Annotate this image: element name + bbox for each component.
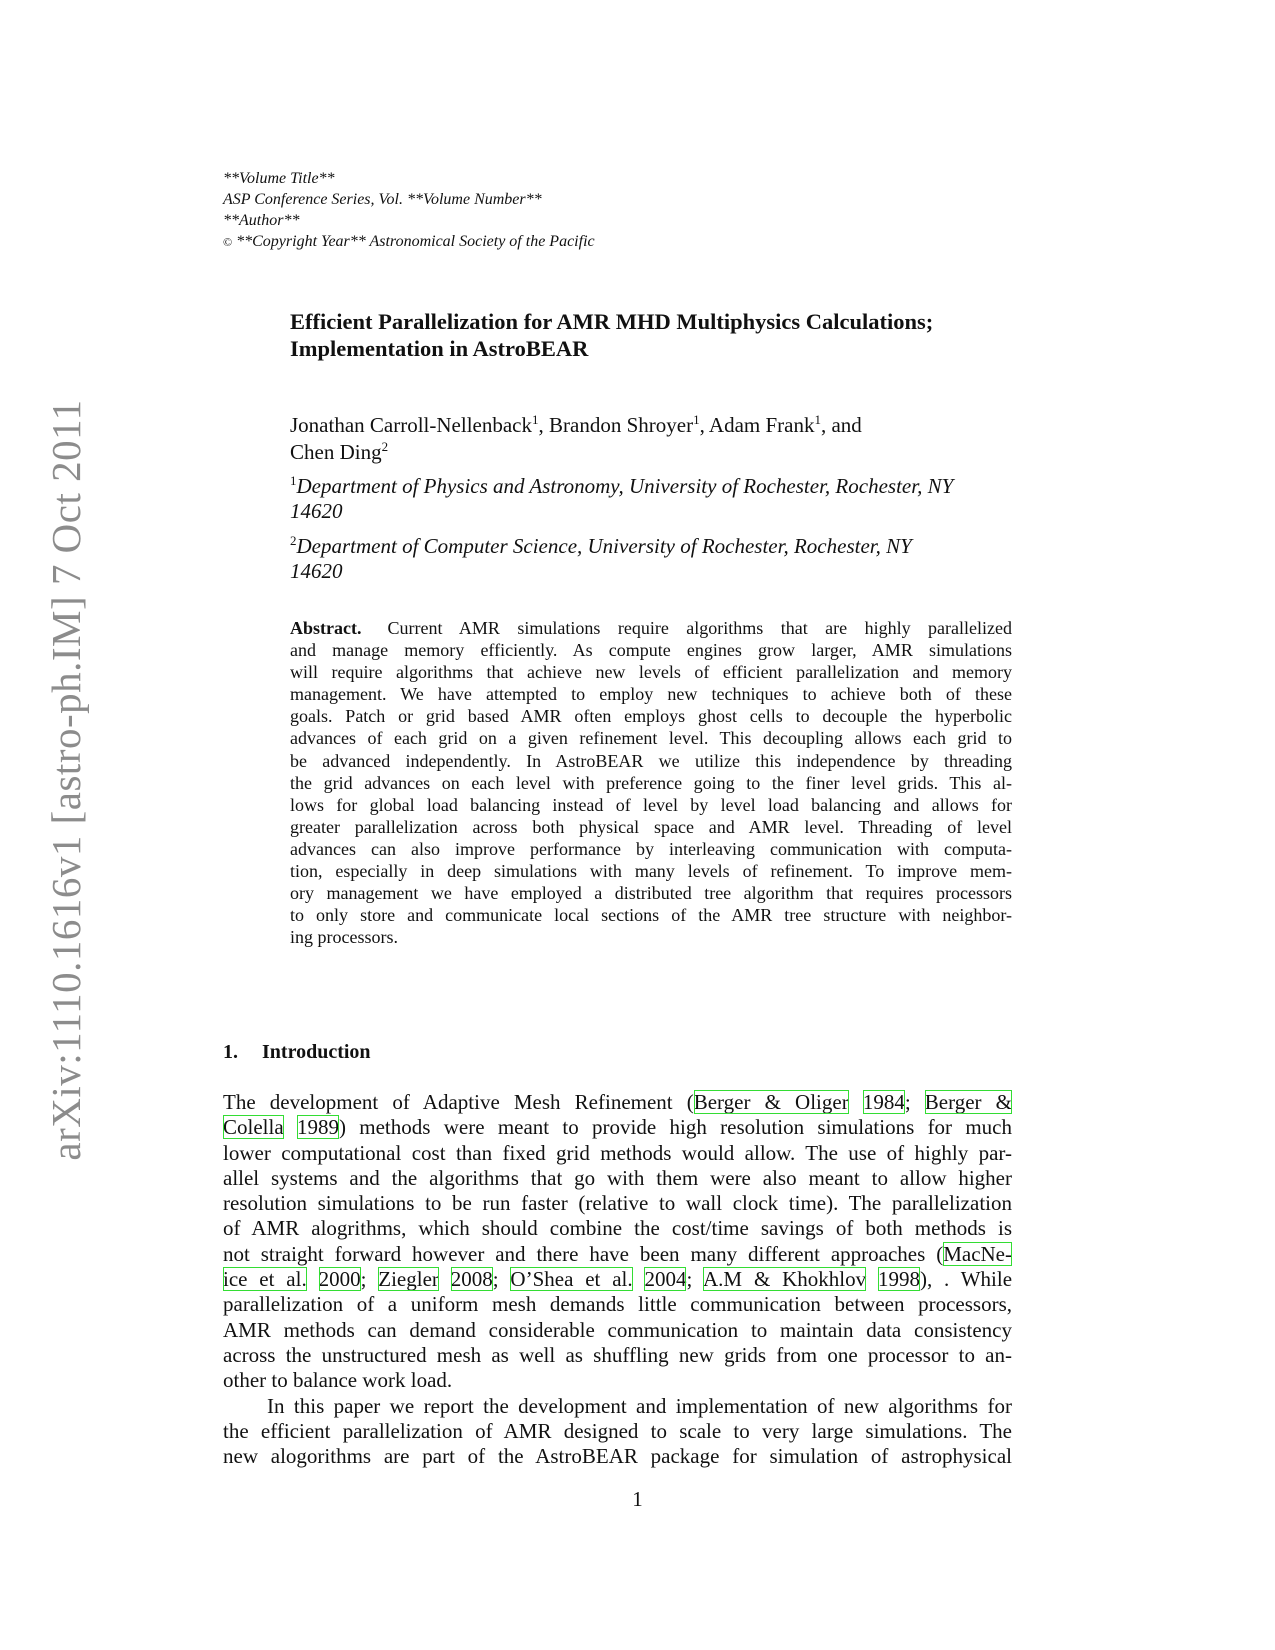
paper-title (290, 308, 933, 362)
citation-link[interactable]: 1998 (877, 1267, 920, 1292)
author-name: , Brandon Shroyer (538, 413, 694, 437)
affiliation-number: 1 (290, 473, 297, 488)
body-line: lower computational cost than fixed grid methods would allow. The use of highly par- (223, 1140, 1012, 1165)
affiliation-mark: 1 (814, 412, 821, 427)
abstract-line: management. We have attempted to employ new techniques to achieve both of these (290, 684, 1012, 705)
body-line: ice et al. 2000; Ziegler 2008; O’Shea et al. 2004; A.M & Khokhlov 1998), . While (223, 1267, 1013, 1292)
citation-link[interactable]: Berger & (924, 1090, 1013, 1114)
section-title: Introduction (262, 1041, 371, 1063)
copyright-text: **Copyright Year** Astronomical Society of the Pacific (232, 233, 595, 250)
citation-link[interactable]: MacNe- (943, 1241, 1012, 1266)
conference-header (223, 168, 595, 253)
body-line: allel systems and the algorithms that go with them were also meant to allow higher (223, 1165, 1012, 1190)
abstract-line: goals. Patch or grid based AMR often employs ghost cells to decouple the hyperbolic (290, 706, 1012, 727)
body-line: The development of Adaptive Mesh Refinement (Berger & Oliger 1984; Berger & (223, 1090, 1013, 1114)
abstract-line: greater parallelization across both physical space and AMR level. Threading of level (290, 816, 1012, 837)
affiliation-1 (290, 474, 1012, 524)
abstract-line: ing processors. (290, 927, 398, 948)
body-line: across the unstructured mesh as well as shuffling new grids from one processor to an- (223, 1342, 1012, 1367)
citation-link[interactable]: 2000 (318, 1267, 361, 1292)
section-heading-introduction (223, 1041, 371, 1064)
abstract-line: ory management we have employed a distributed tree algorithm that requires processors (290, 883, 1012, 904)
citation-link[interactable]: 1984 (862, 1090, 905, 1114)
affiliation-zip: 14620 (290, 499, 343, 523)
citation-link[interactable]: 2008 (450, 1267, 493, 1292)
title-line-1: Efficient Parallelization for AMR MHD Multiphysics Calculations; (290, 309, 934, 334)
copyright-line (223, 231, 595, 253)
header-author: **Author** (223, 212, 300, 229)
affiliation-text: Department of Physics and Astronomy, University of Rochester, Rochester, NY (296, 474, 954, 498)
affiliation-line (290, 474, 1012, 499)
author-name: , Adam Frank (699, 413, 815, 437)
volume-title: **Volume Title** (223, 170, 335, 187)
author-line-1 (290, 412, 862, 439)
abstract-line: advances can also improve performance by interleaving communication with computa- (290, 838, 1012, 859)
affiliation-zip: 14620 (290, 559, 343, 583)
affiliation-2 (290, 534, 1012, 584)
section-number: 1. (223, 1041, 238, 1063)
copyright-symbol: © (223, 235, 233, 249)
affiliation-text: Department of Computer Science, University of Rochester, Rochester, NY (296, 534, 912, 558)
abstract-line: lows for global load balancing instead of level by level load balancing and allows for (290, 794, 1012, 815)
citation-link[interactable]: 2004 (644, 1267, 687, 1292)
affiliation-number: 2 (290, 533, 297, 548)
title-line-2: Implementation in AstroBEAR (290, 336, 589, 361)
citation-link[interactable]: ice et al. (223, 1267, 307, 1292)
citation-link[interactable]: O’Shea et al. (510, 1267, 633, 1292)
abstract-line: the grid advances on each level with preference going to the finer level grids. This al- (290, 772, 1012, 793)
affiliation-mark: 2 (381, 439, 389, 454)
body-line: In this paper we report the development and implementation of new algorithms for (267, 1393, 1012, 1418)
body-line: parallelization of a uniform mesh demands little communication between processors, (223, 1292, 1012, 1317)
abstract (290, 617, 1012, 948)
body-line: of AMR alogrithms, which should combine the cost/time savings of both methods is (223, 1216, 1012, 1241)
abstract-line: to only store and communicate local sections of the AMR tree structure with neighbor- (290, 905, 1012, 926)
body-line: not straight forward however and there have been many different approaches (MacNe- (223, 1241, 1012, 1266)
abstract-line: tion, especially in deep simulations with many levels of refinement. To improve mem- (290, 861, 1012, 882)
author-line-2 (290, 439, 862, 466)
abstract-line: advances of each grid on a given refinement level. This decoupling allows each grid to (290, 728, 1012, 749)
author-name: Chen Ding (290, 440, 382, 464)
author-list (290, 412, 862, 466)
body-line: Colella 1989) methods were meant to provide high resolution simulations for much (223, 1115, 1013, 1140)
citation-link[interactable]: Berger & Oliger (693, 1090, 849, 1114)
conference-series: ASP Conference Series, Vol. **Volume Number** (223, 191, 542, 208)
body-line: AMR methods can demand considerable communication to maintain data consistency (223, 1317, 1012, 1342)
author-name: Jonathan Carroll-Nellenback (290, 413, 532, 437)
abstract-line: and manage memory efficiently. As compute engines grow larger, AMR simulations (290, 640, 1012, 661)
citation-link[interactable]: 1989 (296, 1115, 339, 1140)
body-line: other to balance work load. (223, 1368, 453, 1393)
author-conjunction: , and (820, 413, 862, 437)
abstract-label: Abstract. (290, 618, 362, 638)
arxiv-identifier-stamp: arXiv:1110.1616v1 [astro-ph.IM] 7 Oct 2011 (43, 399, 89, 1161)
abstract-line: Abstract. Current AMR simulations require algorithms that are highly parallelized (290, 618, 1012, 638)
body-line: resolution simulations to be run faster (relative to wall clock time). The parallelization (223, 1191, 1012, 1216)
citation-link[interactable]: A.M & Khokhlov (703, 1267, 867, 1292)
body-line: the efficient parallelization of AMR designed to scale to very large simulations. The (223, 1418, 1012, 1443)
introduction-body (223, 1090, 1012, 1469)
affiliation-mark: 1 (532, 412, 539, 427)
citation-link[interactable]: Ziegler (378, 1267, 439, 1292)
citation-link[interactable]: Colella (223, 1115, 284, 1140)
body-line: new alogorithms are part of the AstroBEAR package for simulation of astrophysical (223, 1444, 1012, 1469)
affiliation-line (290, 534, 1012, 559)
abstract-line: be advanced independently. In AstroBEAR we utilize this independence by threading (290, 750, 1012, 771)
abstract-line: will require algorithms that achieve new levels of efficient parallelization and memory (290, 662, 1012, 683)
page-number: 1 (632, 1487, 643, 1511)
affiliation-mark: 1 (693, 412, 700, 427)
